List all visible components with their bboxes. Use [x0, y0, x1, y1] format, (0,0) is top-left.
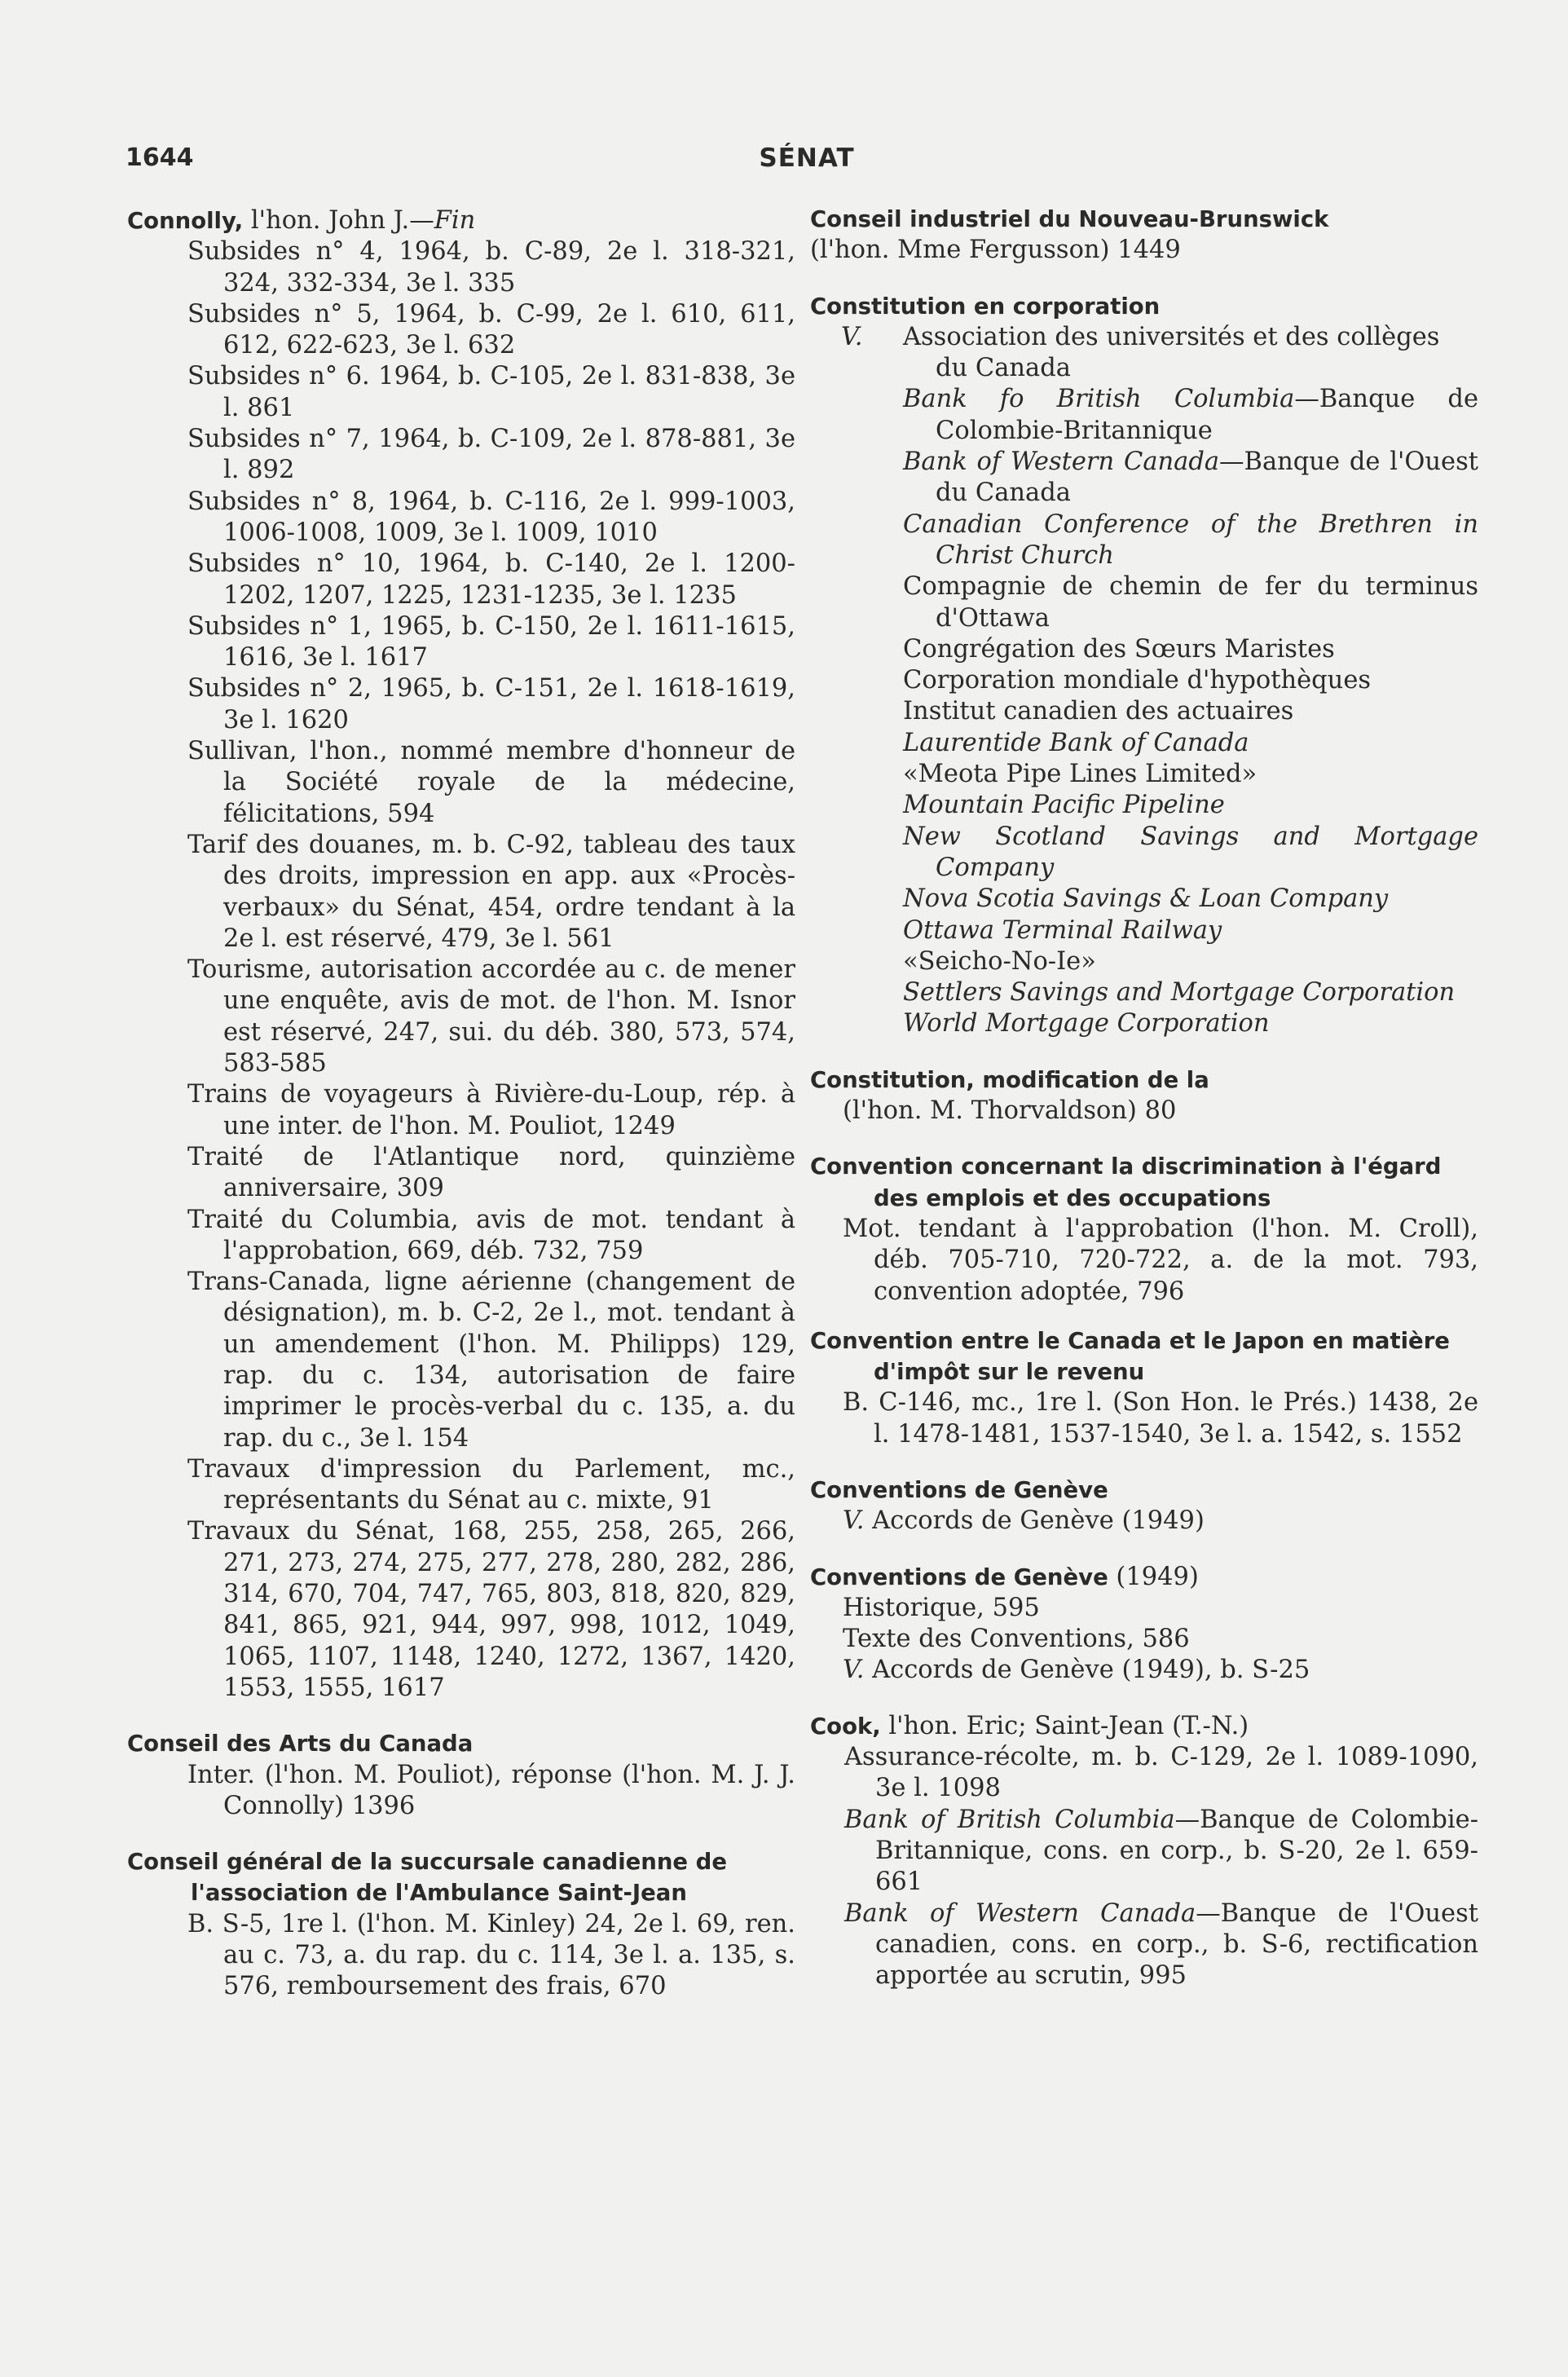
see-item [810, 728, 1478, 759]
entry-convention-discrimination: Mot. tendant à l'approbation (l'hon. M. Croll), déb. 705-710, 720-722, a. de la mot. 793, convention adoptée, 796 [843, 1214, 1478, 1306]
see-item [810, 447, 1478, 509]
see-item-title: «Meota Pipe Lines Limited» [903, 760, 1257, 789]
index-heading-connolly [127, 205, 795, 236]
heading-rest: l'hon. John J.— [243, 206, 434, 235]
see-item [810, 790, 1478, 821]
entry-bank-bc [810, 1805, 1478, 1899]
index-entry: Traité de l'Atlantique nord, quinzième anniversaire, 309 [187, 1142, 795, 1203]
see-item [810, 977, 1478, 1008]
index-entry: Tarif des douanes, m. b. C-92, tableau des taux des droits, impression en app. aux «Procès-verbaux» du Sénat, 454, ordre tendant à la 2e l. est réservé, 479, 3e l. 561 [187, 830, 795, 953]
see-item-title: Ottawa Terminal Railway [903, 915, 1222, 945]
see-item [810, 759, 1478, 790]
index-entry: Subsides n° 10, 1964, b. C-140, 2e l. 1200-1202, 1207, 1225, 1231-1235, 3e l. 1235 [187, 549, 795, 610]
see-item-translation: —Banque de l'Ouest du Canada [936, 448, 1479, 508]
index-heading-conseil-arts: Conseil des Arts du Canada [127, 1731, 473, 1757]
entry-text: —Banque de l'Ouest canadien, cons. en corp., b. S-6, rectification apportée au scrutin, 995 [875, 1899, 1479, 1991]
see-item-title: Congrégation des Sœurs Maristes [903, 634, 1335, 664]
index-entry: Subsides n° 8, 1964, b. C-116, 2e l. 999-1003, 1006-1008, 1009, 3e l. 1009, 1010 [187, 487, 795, 547]
see-item-title: Canadian Conference of the Brethren in Christ Church [903, 509, 1478, 570]
heading-fin: Fin [434, 206, 476, 235]
see-item-title: Bank of Western Canada [903, 448, 1220, 477]
heading-name: Cook, [810, 1713, 881, 1740]
index-entry: Traité du Columbia, avis de mot. tendant à l'approbation, 669, déb. 732, 759 [187, 1205, 795, 1265]
see-item-title: Laurentide Bank of Canada [903, 728, 1249, 757]
entry-text: —Banque de Colombie-Britannique, cons. en corp., b. S-20, 2e l. 659-661 [875, 1805, 1479, 1897]
index-heading-constitution-corporation: Constitution en corporation [810, 293, 1161, 320]
index-entry: Subsides n° 1, 1965, b. C-150, 2e l. 1611-1615, 1616, 3e l. 1617 [187, 611, 795, 673]
see-marker: V. [843, 1656, 865, 1685]
index-entry: Subsides n° 7, 1964, b. C-109, 2e l. 878-881, 3e l. 892 [187, 425, 795, 485]
running-head: SÉNAT [759, 143, 855, 173]
see-item-title: «Seicho-No-Ie» [903, 946, 1096, 976]
entry-constitution-modification: (l'hon. M. Thorvaldson) 80 [843, 1096, 1177, 1126]
index-entry: Trans-Canada, ligne aérienne (changement de désignation), m. b. C-2, 2e l., mot. tendant à un amendement (l'hon. M. Philipps) 129, rap. du c. 134, autorisation de faire imprimer le procès-verbal du c. 135, a. du rap. du c., 3e l. 154 [187, 1268, 795, 1453]
entry-texte: Texte des Conventions, 586 [843, 1625, 1190, 1654]
index-entry: Travaux du Sénat, 168, 255, 258, 265, 266, 271, 273, 274, 275, 277, 278, 280, 282, 286, 314, 670, 704, 747, 765, 803, 818, 820, 829, 841, 865, 921, 944, 997, 998, 1012, 1049, 1065, 1107, 1148, 1240, 1272, 1367, 1420, 1553, 1555, 1617 [187, 1517, 795, 1702]
heading-rest: l'hon. Eric; Saint-Jean (T.-N.) [880, 1711, 1249, 1740]
heading-rest: (1949) [1108, 1562, 1199, 1591]
see-item [810, 946, 1478, 977]
see-item-title: Bank fo British Columbia [903, 385, 1295, 414]
see-item-title: Nova Scotia Savings & Loan Company [903, 884, 1389, 914]
see-marker: V. [843, 1506, 865, 1536]
heading-name: Conventions de Genève [810, 1563, 1108, 1590]
entry-list-connolly [127, 236, 795, 1704]
see-item [810, 384, 1478, 447]
index-entry: Subsides n° 6. 1964, b. C-105, 2e l. 831-838, 3e l. 861 [187, 362, 795, 422]
entry-italic: Bank of British Columbia [844, 1805, 1175, 1834]
index-entry: Inter. (l'hon. M. Pouliot), réponse (l'hon. M. J. J. Connolly) 1396 [187, 1760, 795, 1820]
see-item [810, 696, 1478, 727]
index-entry: Subsides n° 5, 1964, b. C-99, 2e l. 610, 611, 612, 622-623, 3e l. 632 [187, 299, 795, 360]
index-entry: Travaux d'impression du Parlement, mc., représentants du Sénat au c. mixte, 91 [187, 1454, 795, 1515]
page-header [122, 143, 1475, 184]
page-number: 1644 [126, 143, 194, 172]
index-heading-conseil-general: Conseil général de la succursale canadienne de l'association de l'Ambulance Saint-Jean [127, 1849, 727, 1907]
entry-list-conseil-arts [127, 1760, 795, 1823]
entry-list-conseil-general [127, 1909, 795, 2003]
see-item-title: New Scotland Savings and Mortgage Company [903, 822, 1478, 882]
see-item-title: Mountain Pacific Pipeline [903, 791, 1225, 820]
see-item [810, 634, 1478, 665]
see-item-title: Compagnie de chemin de fer du terminus d'Ottawa [903, 572, 1478, 633]
see-reference-row [810, 322, 1478, 385]
see-item-title: Institut canadien des actuaires [903, 697, 1294, 726]
index-heading-constitution-modification: Constitution, modification de la [810, 1066, 1209, 1093]
index-heading-cook [810, 1711, 1478, 1742]
index-heading-convention-japon: Convention entre le Canada et le Japon en matière d'impôt sur le revenu [810, 1327, 1450, 1386]
see-target: Accords de Genève (1949) [864, 1506, 1205, 1536]
index-entry: Tourisme, autorisation accordée au c. de mener une enquête, avis de mot. de l'hon. M. Isnor est réservé, 247, sui. du déb. 380, 573, 574, 583-585 [187, 955, 795, 1078]
index-entry: Trains de voyageurs à Rivière-du-Loup, rép. à une inter. de l'hon. M. Pouliot, 1249 [187, 1080, 795, 1140]
index-entry: Subsides n° 4, 1964, b. C-89, 2e l. 318-321, 324, 332-334, 3e l. 335 [187, 237, 795, 298]
entry-convention-japon: B. C-146, mc., 1re l. (Son Hon. le Prés.) 1438, 2e l. 1478-1481, 1537-1540, 3e l. a. 1542, s. 1552 [843, 1388, 1478, 1449]
see-item-title: Corporation mondiale d'hypothèques [903, 666, 1372, 695]
index-heading-conseil-industriel: Conseil industriel du Nouveau-Brunswick [810, 206, 1329, 232]
entry-assurance: Assurance-récolte, m. b. C-129, 2e l. 1089-1090, 3e l. 1098 [844, 1743, 1478, 1803]
index-heading-conventions-geneve: Conventions de Genève [810, 1476, 1108, 1503]
see-item [810, 1008, 1478, 1039]
entry-historique: Historique, 595 [843, 1593, 1040, 1622]
entry-conseil-industriel: (l'hon. Mme Fergusson) 1449 [810, 236, 1181, 265]
entry-bank-western [810, 1899, 1478, 1992]
heading-name: Connolly, [127, 208, 244, 234]
entry-conventions-geneve [810, 1506, 1478, 1537]
see-item [810, 915, 1478, 946]
index-entry: Sullivan, l'hon., nommé membre d'honneur de la Société royale de la médecine, félicitations, 594 [187, 737, 795, 828]
index-heading-convention-discrimination: Convention concernant la discrimination à l'égard des emplois et des occupations [810, 1153, 1442, 1211]
see-item [810, 571, 1478, 634]
entry-accords [810, 1655, 1478, 1686]
see-item-list [810, 384, 1478, 1039]
index-heading-conventions-geneve-1949 [810, 1562, 1478, 1593]
see-marker: V. [841, 322, 863, 351]
index-entry: Subsides n° 2, 1965, b. C-151, 2e l. 1618-1619, 3e l. 1620 [187, 674, 795, 734]
see-target: Accords de Genève (1949), b. S-25 [864, 1656, 1310, 1685]
see-item-title: Settlers Savings and Mortgage Corporation [903, 978, 1456, 1008]
see-item-translation: —Banque de Colombie-Britannique [936, 385, 1478, 445]
see-item [810, 509, 1478, 572]
see-item [810, 822, 1478, 884]
see-item [810, 884, 1478, 915]
index-entry: B. S-5, 1re l. (l'hon. M. Kinley) 24, 2e l. 69, ren. au c. 73, a. du rap. du c. 114, 3e l. a. 135, s. 576, remboursement des frais, 670 [187, 1909, 795, 2001]
see-item [810, 665, 1478, 696]
left-column [127, 205, 795, 2003]
entry-italic: Bank of Western Canada [844, 1899, 1196, 1928]
see-item: Association des universités et des collèges du Canada [903, 322, 1440, 383]
see-item-title: World Mortgage Corporation [903, 1009, 1270, 1039]
right-column [810, 204, 1478, 1991]
